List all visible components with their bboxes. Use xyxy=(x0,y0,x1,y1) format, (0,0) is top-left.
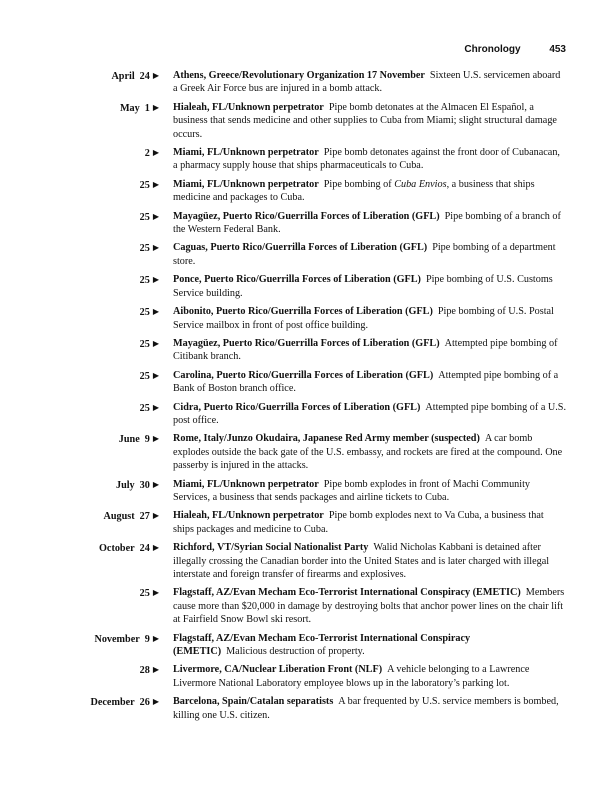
entry-date xyxy=(0,509,159,523)
entry-date xyxy=(0,586,159,600)
page-number: 453 xyxy=(549,44,566,55)
triangle-bullet-icon: ▶ xyxy=(152,71,159,80)
entry-day: 1 xyxy=(144,102,150,114)
triangle-bullet-icon: ▶ xyxy=(152,511,159,521)
entry-location-perpetrator: Miami, FL/Unknown perpetrator xyxy=(173,478,319,490)
entry-location-perpetrator: Caguas, Puerto Rico/Guerrilla Forces of Liberation (GFL) xyxy=(173,242,428,254)
chronology-entry xyxy=(0,69,614,96)
entry-description: Pipe bombing of U.S. Customs Service building. xyxy=(173,274,553,299)
entry-day: 25 xyxy=(139,179,150,191)
entry-body xyxy=(173,586,566,626)
triangle-bullet-icon: ▶ xyxy=(152,434,159,444)
triangle-bullet-icon: ▶ xyxy=(152,148,159,158)
triangle-bullet-icon: ▶ xyxy=(152,665,159,675)
chronology-list xyxy=(0,69,614,727)
chronology-entry xyxy=(0,305,614,332)
chronology-entry xyxy=(0,663,614,690)
entry-day: 25 xyxy=(139,275,150,287)
entry-month: April xyxy=(111,71,135,82)
entry-description: Pipe bombing of U.S. Postal Service mailbox in front of post office building. xyxy=(173,306,554,331)
triangle-bullet-icon: ▶ xyxy=(152,543,159,553)
chronology-entry xyxy=(0,241,614,268)
entry-day: 9 xyxy=(144,633,150,645)
triangle-bullet-icon: ▶ xyxy=(152,338,159,348)
entry-day: 25 xyxy=(139,338,150,350)
entry-description: Pipe bombing of a branch of the Western Federal Bank. xyxy=(173,210,561,236)
entry-body xyxy=(173,69,566,96)
chronology-entry xyxy=(0,695,614,722)
entry-location-perpetrator: Hialeah, FL/Unknown perpetrator xyxy=(173,101,324,113)
entry-description-text: Pipe bombing of xyxy=(323,178,395,190)
entry-description: Pipe bombing of a department store. xyxy=(173,242,556,267)
entry-date xyxy=(0,241,159,255)
entry-description: Sixteen U.S. servicemen aboard a Greek Air Force bus are injured in a bomb attack. xyxy=(173,70,561,95)
entry-location-perpetrator: Richford, VT/Syrian Social Nationalist Party xyxy=(173,542,369,554)
chronology-entry xyxy=(0,178,614,205)
entry-date xyxy=(0,178,159,192)
entry-location-perpetrator: Flagstaff, AZ/Evan Mecham Eco-Terrorist International Conspiracy (EMETIC) xyxy=(173,587,521,599)
entry-day: 2 xyxy=(144,148,150,160)
triangle-bullet-icon: ▶ xyxy=(152,370,159,380)
entry-description: Pipe bomb detonates against the front door of Cubanacan, a pharmacy supply house that ships pharmaceuticals to Cuba. xyxy=(173,147,560,172)
chronology-entry xyxy=(0,146,614,173)
entry-location-perpetrator: Mayagüez, Puerto Rico/Guerrilla Forces of Liberation (GFL) xyxy=(173,210,440,222)
triangle-bullet-icon: ▶ xyxy=(152,275,159,285)
chronology-entry xyxy=(0,101,614,141)
entry-location-perpetrator: Aibonito, Puerto Rico/Guerrilla Forces of Liberation (GFL) xyxy=(173,306,433,318)
entry-date xyxy=(0,305,159,319)
entry-day: 25 xyxy=(139,402,150,414)
entry-description: Attempted pipe bombing of a Bank of Boston branch office. xyxy=(173,369,559,395)
entry-day: 27 xyxy=(139,511,150,523)
triangle-bullet-icon: ▶ xyxy=(152,633,159,643)
entry-body xyxy=(173,401,566,428)
entry-date xyxy=(0,69,159,83)
entry-body xyxy=(173,369,566,396)
entry-date xyxy=(0,663,159,677)
triangle-bullet-icon: ▶ xyxy=(152,307,159,317)
triangle-bullet-icon: ▶ xyxy=(152,102,159,112)
entry-date xyxy=(0,369,159,383)
entry-body xyxy=(173,146,566,173)
entry-month: October xyxy=(99,543,135,555)
entry-body xyxy=(173,632,566,659)
entry-day: 9 xyxy=(144,434,150,446)
entry-description: Malicious destruction of property. xyxy=(226,646,365,658)
chronology-entry xyxy=(0,273,614,300)
entry-month: July xyxy=(115,479,135,491)
entry-body xyxy=(173,695,566,722)
entry-location-perpetrator: Ponce, Puerto Rico/Guerrilla Forces of Liberation (GFL) xyxy=(173,274,421,286)
entry-description-text: , a business that ships medicine and packages to Cuba. xyxy=(173,178,535,204)
entry-date xyxy=(0,541,159,555)
entry-day: 25 xyxy=(139,307,150,319)
running-head xyxy=(464,44,566,55)
entry-location-perpetrator: Barcelona, Spain/Catalan separatists xyxy=(173,696,334,708)
entry-month: November xyxy=(94,633,140,645)
entry-location-perpetrator: Carolina, Puerto Rico/Guerrilla Forces of Liberation (GFL) xyxy=(173,369,434,381)
entry-date xyxy=(0,478,159,492)
chronology-entry xyxy=(0,432,614,472)
entry-body xyxy=(173,337,566,364)
entry-month: August xyxy=(103,511,135,523)
triangle-bullet-icon: ▶ xyxy=(152,211,159,221)
entry-description: Walid Nicholas Kabbani is detained after illegally crossing the Canadian border into the United States and is later charged with illegal interstate and foreign transfer of firearms and explosives. xyxy=(173,542,550,580)
entry-description: Pipe bomb detonates at the Almacen El Español, a business that sends medicine and other supplies to Cuba from Miami; slight structural damage occurs. xyxy=(173,101,557,140)
entry-date xyxy=(0,401,159,415)
entry-location-perpetrator: Rome, Italy/Junzo Okudaira, Japanese Red Army member (suspected) xyxy=(173,433,480,445)
entry-body xyxy=(173,273,566,300)
entry-description: Pipe bomb explodes next to Va Cuba, a business that ships packages and medicine to Cuba. xyxy=(173,510,544,535)
triangle-bullet-icon: ▶ xyxy=(152,402,159,412)
chronology-entry xyxy=(0,401,614,428)
entry-day: 25 xyxy=(139,243,150,255)
entry-date xyxy=(0,337,159,351)
entry-month: December xyxy=(90,697,135,709)
entry-location-perpetrator: Mayagüez, Puerto Rico/Guerrilla Forces of Liberation (GFL) xyxy=(173,337,440,349)
entry-day: 25 xyxy=(139,211,150,223)
entry-location-perpetrator: Miami, FL/Unknown perpetrator xyxy=(173,147,319,159)
entry-date xyxy=(0,210,159,224)
entry-day: 28 xyxy=(139,665,150,677)
chronology-entry xyxy=(0,337,614,364)
entry-day: 24 xyxy=(139,71,150,82)
triangle-bullet-icon: ▶ xyxy=(152,479,159,489)
entry-date xyxy=(0,146,159,160)
entry-body xyxy=(173,178,566,205)
chronology-entry xyxy=(0,210,614,237)
entry-month: June xyxy=(118,434,140,446)
entry-location-perpetrator: Livermore, CA/Nuclear Liberation Front (NLF) xyxy=(173,664,383,676)
chronology-entry xyxy=(0,369,614,396)
chronology-entry xyxy=(0,541,614,581)
chronology-entry xyxy=(0,509,614,536)
entry-location-perpetrator: Flagstaff, AZ/Evan Mecham Eco-Terrorist International Conspiracy (EMETIC) xyxy=(173,632,471,658)
entry-location-perpetrator: Miami, FL/Unknown perpetrator xyxy=(173,178,319,190)
running-head-title: Chronology xyxy=(464,44,521,55)
entry-month: May xyxy=(119,102,140,114)
entry-day: 25 xyxy=(139,588,150,600)
entry-day: 24 xyxy=(139,543,150,555)
entry-body xyxy=(173,541,566,581)
triangle-bullet-icon: ▶ xyxy=(152,588,159,598)
entry-body xyxy=(173,101,566,141)
triangle-bullet-icon: ▶ xyxy=(152,697,159,707)
triangle-bullet-icon: ▶ xyxy=(152,243,159,253)
entry-date xyxy=(0,273,159,287)
entry-description: Attempted pipe bombing of Citibank branch. xyxy=(173,337,558,363)
triangle-bullet-icon: ▶ xyxy=(152,179,159,189)
entry-day: 30 xyxy=(139,479,150,491)
entry-body xyxy=(173,663,566,690)
entry-body xyxy=(173,432,566,472)
entry-date xyxy=(0,432,159,446)
entry-body xyxy=(173,478,566,505)
entry-location-perpetrator: Cidra, Puerto Rico/Guerrilla Forces of Liberation (GFL) xyxy=(173,401,421,413)
entry-description-business: Cuba Envios xyxy=(394,178,447,190)
entry-location-perpetrator: Athens, Greece/Revolutionary Organization 17 November xyxy=(173,70,425,81)
entry-description: A vehicle belonging to a Lawrence Livermore National Laboratory employee blows up in the laboratory’s parking lot. xyxy=(173,664,530,689)
entry-description: Attempted pipe bombing of a U.S. post office. xyxy=(173,401,567,426)
entry-day: 25 xyxy=(139,370,150,382)
chronology-entry xyxy=(0,478,614,505)
entry-body xyxy=(173,305,566,332)
chronology-entry xyxy=(0,586,614,626)
entry-date xyxy=(0,101,159,115)
entry-body xyxy=(173,241,566,268)
chronology-entry xyxy=(0,632,614,659)
entry-description: A bar frequented by U.S. service members is bombed, killing one U.S. citizen. xyxy=(173,696,559,721)
entry-location-perpetrator: Hialeah, FL/Unknown perpetrator xyxy=(173,510,324,522)
entry-body xyxy=(173,210,566,237)
entry-body xyxy=(173,509,566,536)
entry-day: 26 xyxy=(139,697,150,709)
entry-description: Pipe bomb explodes in front of Machi Community Services, a business that sends packages and airline tickets to Cuba. xyxy=(173,478,531,503)
entry-date xyxy=(0,695,159,709)
entry-description: A car bomb explodes outside the back gate of the U.S. embassy, and rockets are fired at the compound. One passerby is injured in the attacks. xyxy=(173,433,563,472)
entry-date xyxy=(0,632,159,646)
entry-description: Members cause more than $20,000 in damage by destroying bolts that anchor power lines on the chair lift at Fairfield Snow Bowl ski resort. xyxy=(173,587,565,626)
